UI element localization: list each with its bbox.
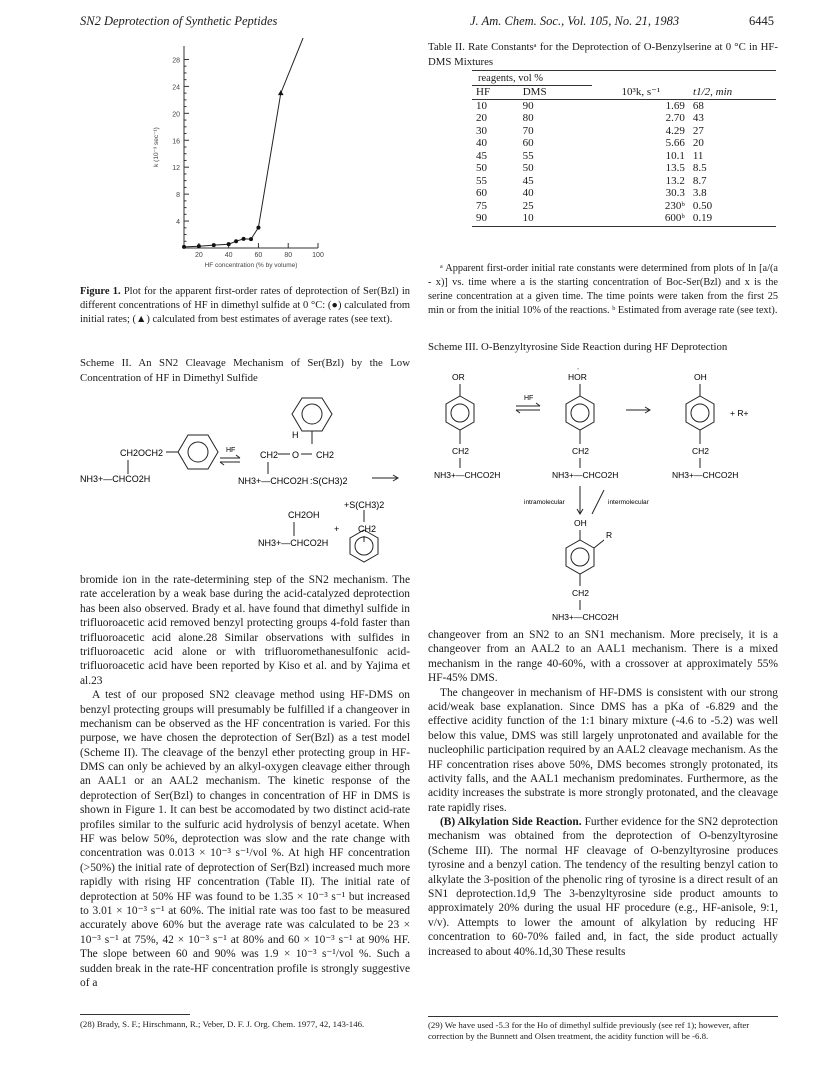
- scheme-3-structure: [428, 368, 778, 630]
- table-body: [472, 100, 776, 225]
- table-group-header: reagents, vol %: [478, 73, 544, 84]
- table-cell: 13.2: [665, 174, 685, 187]
- table-cell: 1.69: [665, 99, 685, 112]
- left-body-text: [80, 573, 410, 990]
- table-cell: 68: [692, 99, 704, 112]
- section-b-heading: (B) Alkylation Side Reaction.: [440, 816, 582, 829]
- table-cell: 50: [476, 162, 487, 174]
- section-b-text: Further evidence for the SN2 deprotection mechanism was obtained from the deprotection of O-benzyltyrosine (Scheme III). The normal HF cleavage of O-benzyltyrosine produces tyrosine and a benzyl cation. The tendency of the resulting benzyl cation to alkylate the 3-position of the phenolic ring of tyrosine is a direct result of an SN1 deprotection.1d,9 The 3-benzyltyrosine side product amounts to approximately 20% during the usual HF procedure (e.g., HF-anisole, 9:1, v/v). Attempts to lower the amount of alkylation by reducing HF concentration to 60-70% failed and, in fact, the side product actually increased to about 40%.1d,30 These results: [428, 816, 778, 958]
- scheme-2-structure: [80, 386, 410, 566]
- data-point-circle: [242, 237, 246, 241]
- data-point-triangle: [278, 90, 284, 95]
- s3-nh3-3: NH3+—CHCO2H: [672, 470, 739, 480]
- scheme-3-title: Scheme III. O-Benzyltyrosine Side Reaction during HF Deprotection: [428, 341, 728, 353]
- table-row: [472, 162, 776, 175]
- table-cell: 10.1: [665, 149, 685, 162]
- table-2-footnote: ᵃ Apparent first-order initial rate constants were determined from plots of ln [a/(a - x)] vs. time where a is the starting concentration of Boc-Ser(Bzl) and x is the serine concentration at a given time. The time points were taken from the first 25 min or from the initial 10% of the reactions. ᵇ Estimated from average rate (see text).: [428, 263, 778, 316]
- x-tick-label: 100: [312, 252, 324, 259]
- left-para-1: bromide ion in the rate-determining step of the SN2 mechanism. The rate acceleration by a weak base during the acid-catalyzed deprotection has been also observed. Brady et al. have found that dimethyl sulfide in trifluoroacetic acid removed benzyl protecting groups 4-fold faster than trifluoroacetic acid alone.28 Similar observations with sulfides in trifluoroacetic acid alone or with trifluoromethanesulfonic acid-trifluoroacetic acid have been reported by Kiso et al. and by Yajima et al.23: [80, 574, 410, 687]
- table-cell: 10: [476, 99, 487, 112]
- table-cell: 60: [522, 137, 534, 149]
- y-tick-label: 4: [176, 219, 180, 227]
- right-para-3: [428, 815, 778, 959]
- page-number: 6445: [749, 14, 774, 28]
- data-point-circle: [227, 242, 231, 246]
- table-cell: 45: [476, 149, 487, 162]
- table-row: [472, 212, 776, 225]
- table-cell: 3.8: [692, 187, 707, 199]
- y-axis-label: k (10⁻³ sec⁻¹): [153, 127, 160, 167]
- table-row: [472, 187, 776, 200]
- left-column: [80, 38, 410, 283]
- right-footnote-area: [428, 1016, 778, 1043]
- left-para-2: A test of our proposed SN2 cleavage method using HF-DMS on benzyl protecting groups will presumably be fulfilled if a changeover in mechanism can be observed as the HF concentration is varied. For this purpose, we have chosen the deprotection of Ser(Bzl) as a test model (Scheme II). The cleavage of the benzyl ether protecting group in HF-DMS can only be achieved by an alkyl-oxygen cleavage either through an AAL1 or an AAL2 mechanism. The kinetic response of the deprotection of Ser(Bzl) to changes in concentration of HF in DMS is shown in Figure 1. It can best be accomodated by two distinct acid-rate profiles similar to the sulfuric acid hydrolysis of benzyl acetate. When HF was below 50%, deprotection was slow and the rate change with concentration was 0.013 × 10⁻³ s⁻¹/vol %. At high HF concentration (>50%) the initial rate of deprotection of Ser(Bzl) increased much more rapidly with rising HF concentration (Table II). The initial rate of deprotection at 50% HF was found to be 1.35 × 10⁻³ s⁻¹ but increased to 3.01 × 10⁻³ s⁻¹ at 60%. The initial rate was too fast to be measured accurately above 60% but the average rate was calculated to be 23 × 10⁻³ s⁻¹ at 75%, 42 × 10⁻³ s⁻¹ at 80% and 60 × 10⁻³ s⁻¹ at 90% HF. The slope between 60 and 90% was 1.9 × 10⁻³ s⁻¹/vol %. Such a sudden break in the rate-HF concentration profile is strongly suggestive of a: [80, 689, 410, 989]
- table-cell: 25: [522, 199, 534, 212]
- running-header-left: SN2 Deprotection of Synthetic Peptides: [80, 14, 278, 28]
- y-tick-label: 24: [172, 84, 180, 92]
- s2-ch2-c: CH2: [358, 524, 377, 534]
- th-k: 10³k, s⁻¹: [621, 86, 661, 98]
- th-half-life: t1/2, min: [693, 86, 733, 98]
- table-cell: 55: [522, 149, 534, 162]
- scheme-2-title: Scheme II. An SN2 Cleavage Mechanism of Ser(Bzl) by the Low Concentration of HF in Dimethyl Sulfide: [80, 357, 410, 384]
- s2-o: O: [292, 450, 300, 460]
- table-cell: 10: [522, 212, 534, 224]
- table-cell: 80: [522, 112, 534, 124]
- table-2-grid: [472, 86, 776, 99]
- table-cell: 40: [522, 187, 534, 199]
- table-cell: 5.66: [665, 137, 685, 149]
- table-cell: 2.70: [665, 112, 685, 124]
- s2-ch2och2: CH2OCH2: [120, 448, 164, 458]
- s2-ch2-b: CH2: [316, 450, 335, 460]
- table-cell: 45: [522, 174, 534, 187]
- table-cell: 11: [692, 149, 704, 162]
- table-row: [472, 200, 776, 213]
- th-dms: DMS: [522, 86, 547, 98]
- s3-ch2-3: CH2: [692, 446, 710, 456]
- table-cell: 20: [476, 112, 487, 124]
- s2-nh3-left: NH3+—CHCO2H: [80, 474, 151, 484]
- table-row: [472, 175, 776, 188]
- s2-nh3-mid: NH3+—CHCO2H: [238, 476, 309, 486]
- data-point-circle: [212, 243, 216, 247]
- right-para-2: The changeover in mechanism of HF-DMS is consistent with our strong acid/weak base explanation. Since DMS has a pKa of -6.829 and the effective acidity function of the 1:1 binary mixture (-4.6 to -5.2) was well below this value, DMS was still largely unprotonated and available for the nucleophilic participation required by an AAL2 cleavage mechanism. As the HF concentration rises above 50%, DMS becomes strongly protonated, its activity falls, and the AAL1 mechanism predominates. Furthermore, as the acidity increases the substrate is more strongly protonated, and the cleavage rate rapidly rises.: [428, 686, 778, 814]
- s3-hor: HOR: [568, 372, 587, 382]
- s3-nh3-1: NH3+—CHCO2H: [434, 470, 501, 480]
- figure-1-plot: [80, 38, 410, 278]
- s2-sch3: :S(CH3)2: [310, 476, 348, 486]
- footnote-28: (28) Brady, S. F.; Hirschmann, R.; Veber, D. F. J. Org. Chem. 1977, 42, 143-146.: [80, 1019, 365, 1029]
- table-cell: 13.5: [665, 162, 685, 174]
- s3-plus-r: + R+: [730, 408, 749, 418]
- y-tick-label: 16: [172, 138, 180, 146]
- data-point-circle: [234, 239, 238, 243]
- x-axis-label: HF concentration (% by volume): [204, 262, 298, 269]
- s3-intramolecular: intramolecular: [524, 499, 565, 506]
- table-cell: 0.50: [692, 199, 713, 212]
- table-header-row: [472, 86, 776, 99]
- s2-h: H: [292, 430, 299, 440]
- table-row: [472, 100, 776, 113]
- s2-plus: +: [334, 524, 340, 534]
- table-cell: 55: [476, 174, 487, 187]
- s3-nh3-2: NH3+—CHCO2H: [552, 470, 619, 480]
- s3-hf: HF: [524, 395, 534, 402]
- table-cell: 0.19: [692, 212, 713, 224]
- table-row: [472, 150, 776, 163]
- s2-hf: HF: [226, 447, 236, 454]
- s3-ch2-4: CH2: [572, 588, 590, 598]
- s2-ch2-a: CH2: [260, 450, 279, 460]
- table-cell: 40: [476, 137, 487, 149]
- table-cell: 90: [522, 99, 534, 112]
- right-body-text: [428, 628, 778, 959]
- table-cell: 75: [476, 199, 487, 212]
- s3-intermolecular: intermolecular: [608, 499, 649, 506]
- table-cell: 30.3: [665, 187, 685, 199]
- x-tick-label: 80: [284, 252, 293, 259]
- s2-benzene-2: [292, 398, 332, 431]
- y-tick-label: 28: [172, 57, 180, 65]
- s3-plus-h: +: [576, 368, 581, 372]
- figure-1-label: Figure 1.: [80, 286, 121, 297]
- y-tick-label: 8: [176, 192, 180, 200]
- table-cell: 60: [476, 187, 487, 199]
- s3-oh-1: OH: [694, 372, 707, 382]
- table-cell: 4.29: [665, 124, 685, 137]
- y-tick-label: 12: [172, 165, 180, 173]
- s3-ring-4: [566, 540, 594, 574]
- s3-ring-3: [686, 396, 714, 430]
- footnote-rule-right: [428, 1016, 778, 1017]
- running-header-right: [470, 14, 774, 29]
- s3-ring-1: [446, 396, 474, 430]
- table-cell: 50: [522, 162, 534, 174]
- table-cell: 43: [692, 112, 704, 124]
- s3-or: OR: [452, 372, 465, 382]
- left-footnote-area: [80, 1014, 410, 1030]
- x-tick-label: 40: [224, 252, 233, 259]
- s3-ch2-1: CH2: [452, 446, 470, 456]
- right-para-1: changeover from an SN2 to an SN1 mechanism. More precisely, it is a changeover from an AAL2 to an AAL1 mechanism. There is a mixed mechanism in the range 40-60%, with a crossover at approximately 55% HF-45% DMS.: [428, 629, 778, 685]
- x-tick-label: 60: [254, 252, 263, 259]
- table-cell: 30: [476, 124, 487, 137]
- data-point-circle: [256, 226, 260, 230]
- s2-plus-sch3: +S(CH3)2: [344, 500, 385, 510]
- table-cell: 27: [692, 124, 704, 137]
- s3-ch2-2: CH2: [572, 446, 590, 456]
- table-cell: 8.5: [692, 162, 707, 174]
- table-row: [472, 112, 776, 125]
- s3-r: R: [606, 530, 613, 540]
- y-tick-label: 20: [172, 111, 180, 119]
- data-point-circle: [182, 245, 186, 249]
- figure-1-text: Plot for the apparent first-order rates of deprotection of Ser(Bzl) in different concentrations of HF in dimethyl sulfide at 0 °C: (●) calculated from initial rates; (▲) calculated from best estimates of average rates (see text).: [80, 286, 410, 326]
- th-hf: HF: [476, 86, 491, 98]
- table-bottom-rule: [472, 226, 776, 227]
- table-2: [428, 70, 778, 227]
- table-cell: 600ᵇ: [664, 212, 685, 224]
- data-point-circle: [249, 237, 253, 241]
- footnote-rule-left: [80, 1014, 190, 1015]
- table-cell: 8.7: [692, 174, 707, 187]
- x-tick-label: 20: [194, 252, 203, 259]
- s3-nh3-4: NH3+—CHCO2H: [552, 612, 619, 622]
- figure-1-caption: [80, 285, 410, 328]
- table-row: [472, 125, 776, 138]
- s2-nh3-prod: NH3+—CHCO2H: [258, 538, 329, 548]
- table-cell: 70: [522, 124, 534, 137]
- table-2-title: Table II. Rate Constantsᵃ for the Deprotection of O-Benzylserine at 0 °C in HF-DMS Mixtures: [428, 41, 778, 68]
- journal-citation: J. Am. Chem. Soc., Vol. 105, No. 21, 1983: [470, 14, 680, 28]
- s2-benzene-1: [178, 435, 218, 469]
- s2-ch2oh: CH2OH: [288, 510, 320, 520]
- s2-benzene-3: [350, 530, 378, 562]
- scheme-2-diagram: [80, 386, 410, 566]
- data-point-circle: [197, 244, 201, 248]
- rate-curve: [184, 38, 303, 247]
- table-row: [472, 137, 776, 150]
- s3-ring-2: [566, 396, 594, 430]
- scheme-3-diagram: [428, 368, 778, 630]
- footnote-29: (29) We have used -5.3 for the Ho of dimethyl sulfide previously (see ref 1); however, after correction by the Bunnett and Olsen treatment, the acidity function will be -6.8.: [428, 1020, 750, 1042]
- table-cell: 230ᵇ: [664, 199, 685, 212]
- s3-oh-2: OH: [574, 518, 587, 528]
- table-cell: 20: [692, 137, 704, 149]
- table-cell: 90: [476, 212, 487, 224]
